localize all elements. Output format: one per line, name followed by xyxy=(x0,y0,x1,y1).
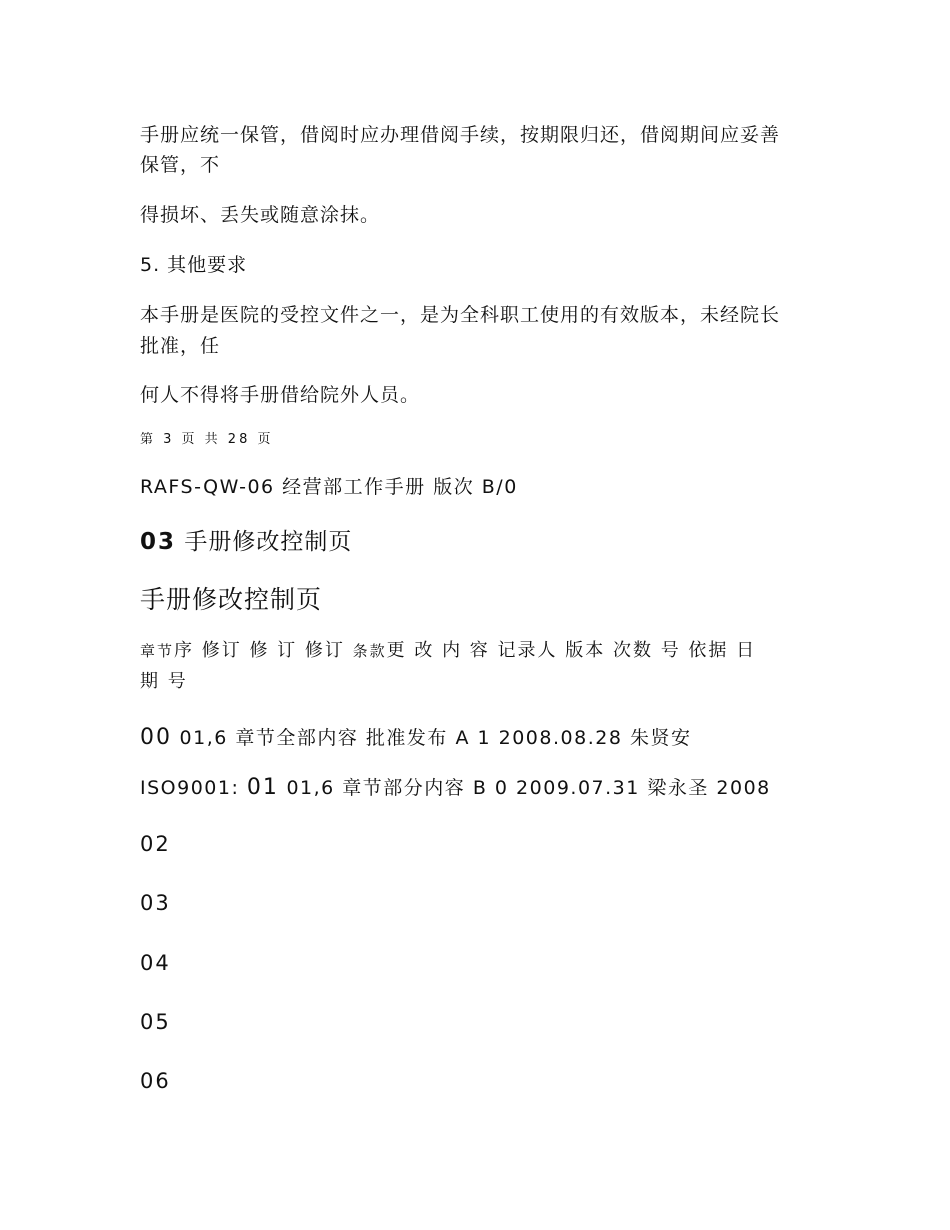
section-heading xyxy=(140,523,352,556)
revision-number-05: 05 xyxy=(140,1010,171,1034)
page-footer: 第 3 页 共 28 页 xyxy=(140,432,274,447)
page-title: 手册修改控制页 xyxy=(140,585,323,614)
table-header-line-2: 期 号 xyxy=(140,671,188,692)
table-header-line-1 xyxy=(140,636,756,662)
revision-number-04: 04 xyxy=(140,951,171,975)
section-title: 手册修改控制页 xyxy=(176,529,353,555)
header-clause: 条款 xyxy=(352,642,387,660)
row-prefix: ISO9001: xyxy=(140,777,247,799)
row-revision-number: 01 xyxy=(246,775,279,800)
paragraph-line-1: 手册应统一保管，借阅时应办理借阅手续，按期限归还，借阅期间应妥善 xyxy=(140,124,781,146)
header-chapter: 章节 xyxy=(140,642,175,660)
table-row xyxy=(140,773,771,800)
header-part-1: 序 修订 修 订 修订 xyxy=(174,640,353,661)
section-number: 03 xyxy=(140,529,177,555)
revision-number-02: 02 xyxy=(140,832,171,856)
row-details: 01,6 章节部分内容 B 0 2009.07.31 梁永圣 2008 xyxy=(278,777,771,799)
running-header: RAFS-QW-06 经营部工作手册 版次 B/0 xyxy=(140,476,518,498)
row-details: 01,6 章节全部内容 批准发布 A 1 2008.08.28 朱贤安 xyxy=(172,727,692,749)
paragraph-line-3: 得损坏、丢失或随意涂抹。 xyxy=(140,204,381,226)
paragraph-line-6: 何人不得将手册借给院外人员。 xyxy=(140,384,421,406)
paragraph-line-2: 保管，不 xyxy=(140,154,221,176)
revision-number-06: 06 xyxy=(140,1069,171,1093)
revision-number-03: 03 xyxy=(140,891,171,915)
header-part-2: 更 改 内 容 记录人 版本 次数 号 依据 日 xyxy=(386,640,757,661)
paragraph-line-4: 本手册是医院的受控文件之一，是为全科职工使用的有效版本，未经院长 xyxy=(140,304,781,326)
subsection-heading: 5. 其他要求 xyxy=(140,254,248,276)
table-row xyxy=(140,723,691,750)
paragraph-line-5: 批准，任 xyxy=(140,335,221,357)
row-revision-number: 00 xyxy=(140,725,172,750)
